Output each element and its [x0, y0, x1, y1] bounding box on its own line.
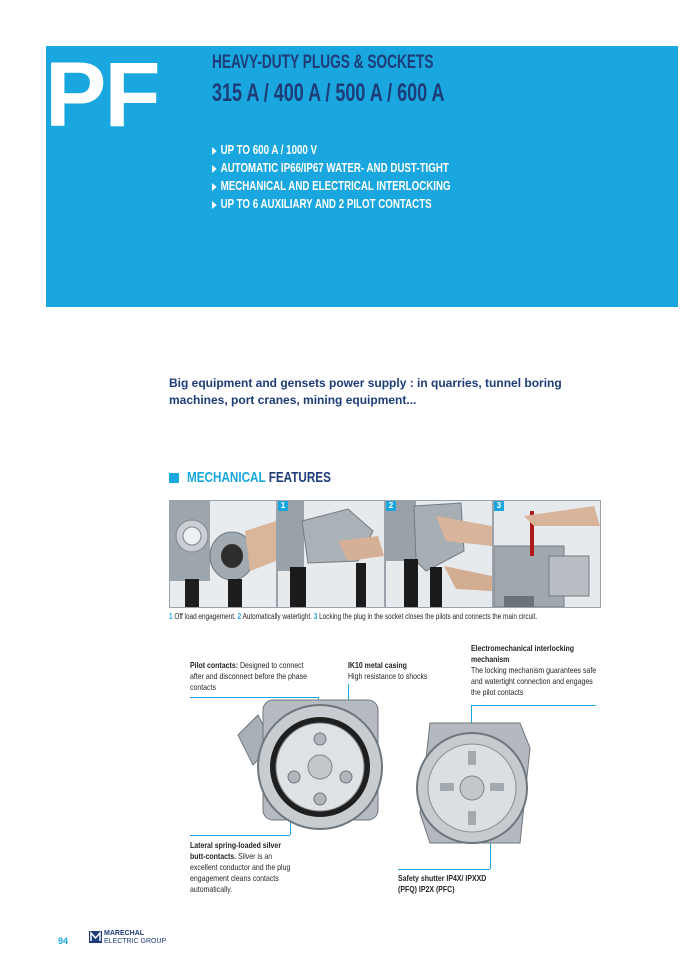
- arrow-icon: [212, 183, 217, 191]
- feature-bullets: [212, 141, 518, 213]
- socket-illustration: [228, 695, 388, 840]
- step-number: 1: [278, 501, 288, 511]
- section-marker: [169, 473, 179, 483]
- photo-step-1: [277, 500, 385, 608]
- plug-illustration: [410, 713, 535, 853]
- photo-plug-socket: [169, 500, 277, 608]
- marechal-logo-icon: [89, 931, 102, 943]
- section-title: MECHANICAL FEATURES: [187, 469, 331, 486]
- photo-step-3: [493, 500, 601, 608]
- photo-caption: 1 Off load engagement. 2 Automatically watertight. 3 Locking the plug in the socket closes the pilots and connects the main circuit.: [169, 612, 538, 621]
- arrow-icon: [212, 147, 217, 155]
- arrow-icon: [212, 165, 217, 173]
- label-interlocking: Electromechanical interlocking mechanism The locking mechanism guarantees safe and watertight connection and engages the pilot contacts: [471, 643, 597, 697]
- label-pilot-contacts: Pilot contacts: Designed to connect after and disconnect before the phase contacts: [190, 660, 308, 692]
- label-lateral-contacts: Lateral spring-loaded silver butt-contacts. Silver is an excellent conductor and the plug engagement cleans contacts automatically.: [190, 840, 291, 894]
- product-code: PF: [45, 44, 159, 146]
- step-number: 3: [494, 501, 504, 511]
- product-ratings: 315 A / 400 A / 500 A / 600 A: [212, 79, 445, 107]
- label-safety-shutter: Safety shutter IP4X/ IPXXD (PFQ) IP2X (PFC): [398, 873, 487, 894]
- bullet-item: AUTOMATIC IP66/IP67 WATER- AND DUST-TIGHT: [212, 159, 451, 177]
- photo-step-2: [385, 500, 493, 608]
- page-number: 94: [58, 936, 69, 946]
- bullet-item: MECHANICAL AND ELECTRICAL INTERLOCKING: [212, 177, 451, 195]
- leader-line: [398, 869, 490, 870]
- arrow-icon: [212, 201, 217, 209]
- bullet-item: UP TO 600 A / 1000 V: [212, 141, 451, 159]
- leader-line: [471, 705, 596, 706]
- brand-group: ELECTRIC GROUP: [104, 938, 167, 945]
- step-number: 2: [386, 501, 396, 511]
- bullet-item: UP TO 6 AUXILIARY AND 2 PILOT CONTACTS: [212, 195, 451, 213]
- product-title: HEAVY-DUTY PLUGS & SOCKETS: [212, 52, 434, 73]
- intro-text: Big equipment and gensets power supply : in quarries, tunnel boring machines, port cranes, mining equipment...: [169, 376, 562, 407]
- brand-name: MARECHAL: [104, 930, 145, 937]
- label-ik10: IK10 metal casing High resistance to shocks: [348, 660, 428, 681]
